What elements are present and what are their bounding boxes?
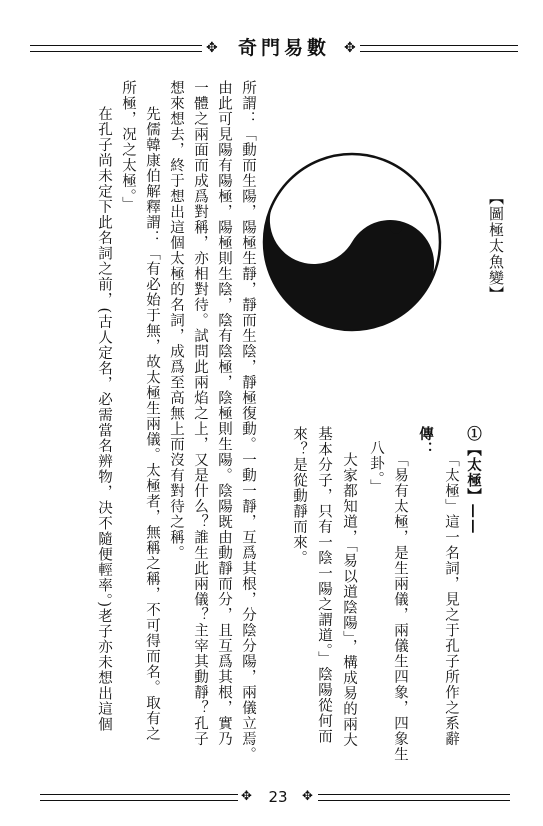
- footer-ornament-left: ✥: [241, 789, 252, 804]
- page-footer: [40, 786, 510, 808]
- note-heading: ①【太極】——: [465, 426, 482, 535]
- page-header: [30, 36, 518, 60]
- text-column: 來？是從動靜而來。: [291, 426, 307, 566]
- text-column: 先儒韓康伯解釋謂：「有必始于無，故太極生兩儀。太極者，無稱之稱，不可得而名。取有之: [144, 106, 160, 742]
- text-column: 在孔子尚未定下此名詞之前，(古人定名，必需當名辨物，决不隨便輕率。)老子亦未想出這個: [96, 106, 112, 733]
- yin-yang-figure: [262, 152, 442, 332]
- text-column: 「太極」這一名詞，見之于孔子所作之系辭: [443, 452, 459, 747]
- footer-rule-left: [40, 794, 238, 801]
- text-column: 大家都知道，「易以道陰陽」，構成易的兩大: [341, 452, 357, 748]
- text-column: 由此可見陽有陽極，陽極則生陰，陰有陰極，陰極則生陽。陰陽既由動靜而分，且互爲其根，實乃: [216, 80, 232, 747]
- header-rule-right: [360, 45, 518, 52]
- page-number: 23: [268, 788, 288, 806]
- yin-eye: [289, 216, 305, 232]
- header-ornament-left: ✥: [206, 40, 218, 56]
- header-rule-left: [30, 45, 202, 52]
- text-column: 傳：: [417, 426, 434, 457]
- figure-label: 【圖極太魚變】: [487, 190, 505, 302]
- yang-eye: [390, 222, 402, 234]
- text-column: 一體之兩面而成爲對稱，亦相對待。試問此兩焰之上，又是什么？誰生此兩儀？主宰其動靜？孔子: [192, 80, 208, 747]
- text-column: 基本分子，只有一陰一陽之謂道。」陰陽從何而: [316, 426, 332, 745]
- text-column: 所謂：「動而生陽，陽極生靜，靜而生陰，靜極復動。一動一靜，互爲其根，分陰分陽，兩儀立焉。: [240, 80, 256, 762]
- header-ornament-right: ✥: [344, 40, 356, 56]
- book-title: 奇門易數: [237, 37, 330, 59]
- footer-rule-right: [318, 794, 510, 801]
- text-column: 八卦。」: [368, 440, 384, 495]
- text-column: 所極，况之太極。」: [120, 80, 136, 213]
- text-column: 想來想去，終于想出這個太極的名詞，成爲至高無上而沒有對待之稱。: [168, 80, 184, 561]
- footer-ornament-right: ✥: [302, 789, 313, 804]
- text-column: 「易有太極，是生兩儀，兩儀生四象，四象生: [392, 452, 408, 762]
